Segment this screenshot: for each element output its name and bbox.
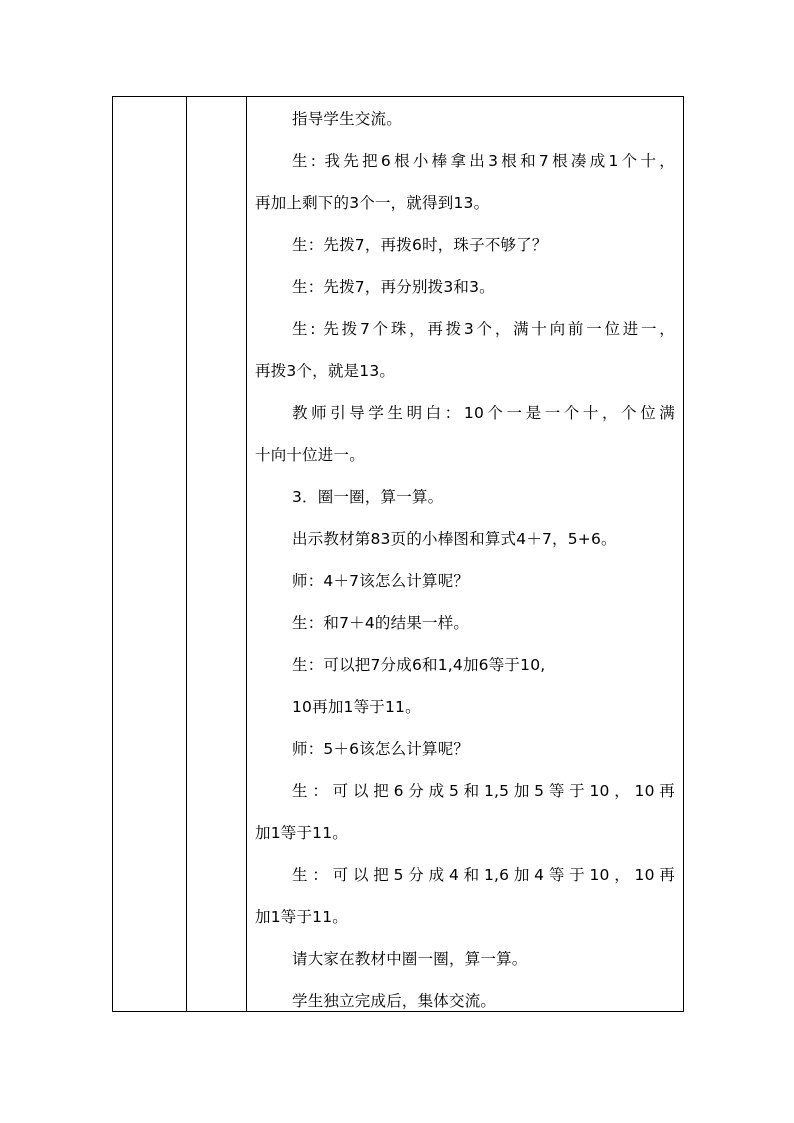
text-line: 生：可以把7分成6和1,4加6等于10, <box>292 656 546 674</box>
lesson-table <box>112 96 684 1012</box>
text-line: 学生独立完成后，集体交流。 <box>292 992 497 1010</box>
text-line: 十向十位进一。 <box>255 446 365 464</box>
text-line: 请大家在教材中圈一圈，算一算。 <box>292 950 528 968</box>
text-line: 3．圈一圈，算一算。 <box>292 488 444 506</box>
text-line: 生：可以把5分成4和1,6加4等于10，10再 <box>292 866 675 884</box>
text-line: 10再加1等于11。 <box>292 698 421 716</box>
text-line: 加1等于11。 <box>255 824 348 842</box>
lesson-content-cell <box>247 97 683 1011</box>
text-line: 指导学生交流。 <box>292 110 402 128</box>
text-line: 生：和7＋4的结果一样。 <box>292 614 470 632</box>
text-line: 出示教材第83页的小棒图和算式4＋7，5+6。 <box>292 530 617 548</box>
text-line: 生: 先拨7个珠，再拨3个，满十向前一位进一， <box>292 320 675 338</box>
text-line: 加1等于11。 <box>255 908 348 926</box>
text-line: 教师引导学生明白：10个一是一个十，个位满 <box>292 404 675 422</box>
text-line: 生：先拨7，再分别拨3和3。 <box>292 278 495 296</box>
text-line: 生: 我先把6根小棒拿出3根和7根凑成1个十， <box>292 152 675 170</box>
column-divider <box>186 97 187 1011</box>
text-line: 师：4＋7该怎么计算呢？ <box>292 572 470 590</box>
text-line: 再加上剩下的3个一，就得到13。 <box>255 194 490 212</box>
text-line: 生：先拨7，再拨6时，珠子不够了？ <box>292 236 548 254</box>
text-line: 再拨3个，就是13。 <box>255 362 396 380</box>
text-line: 生：可以把6分成5和1,5加5等于10，10再 <box>292 782 675 800</box>
text-line: 师：5＋6该怎么计算呢？ <box>292 740 470 758</box>
